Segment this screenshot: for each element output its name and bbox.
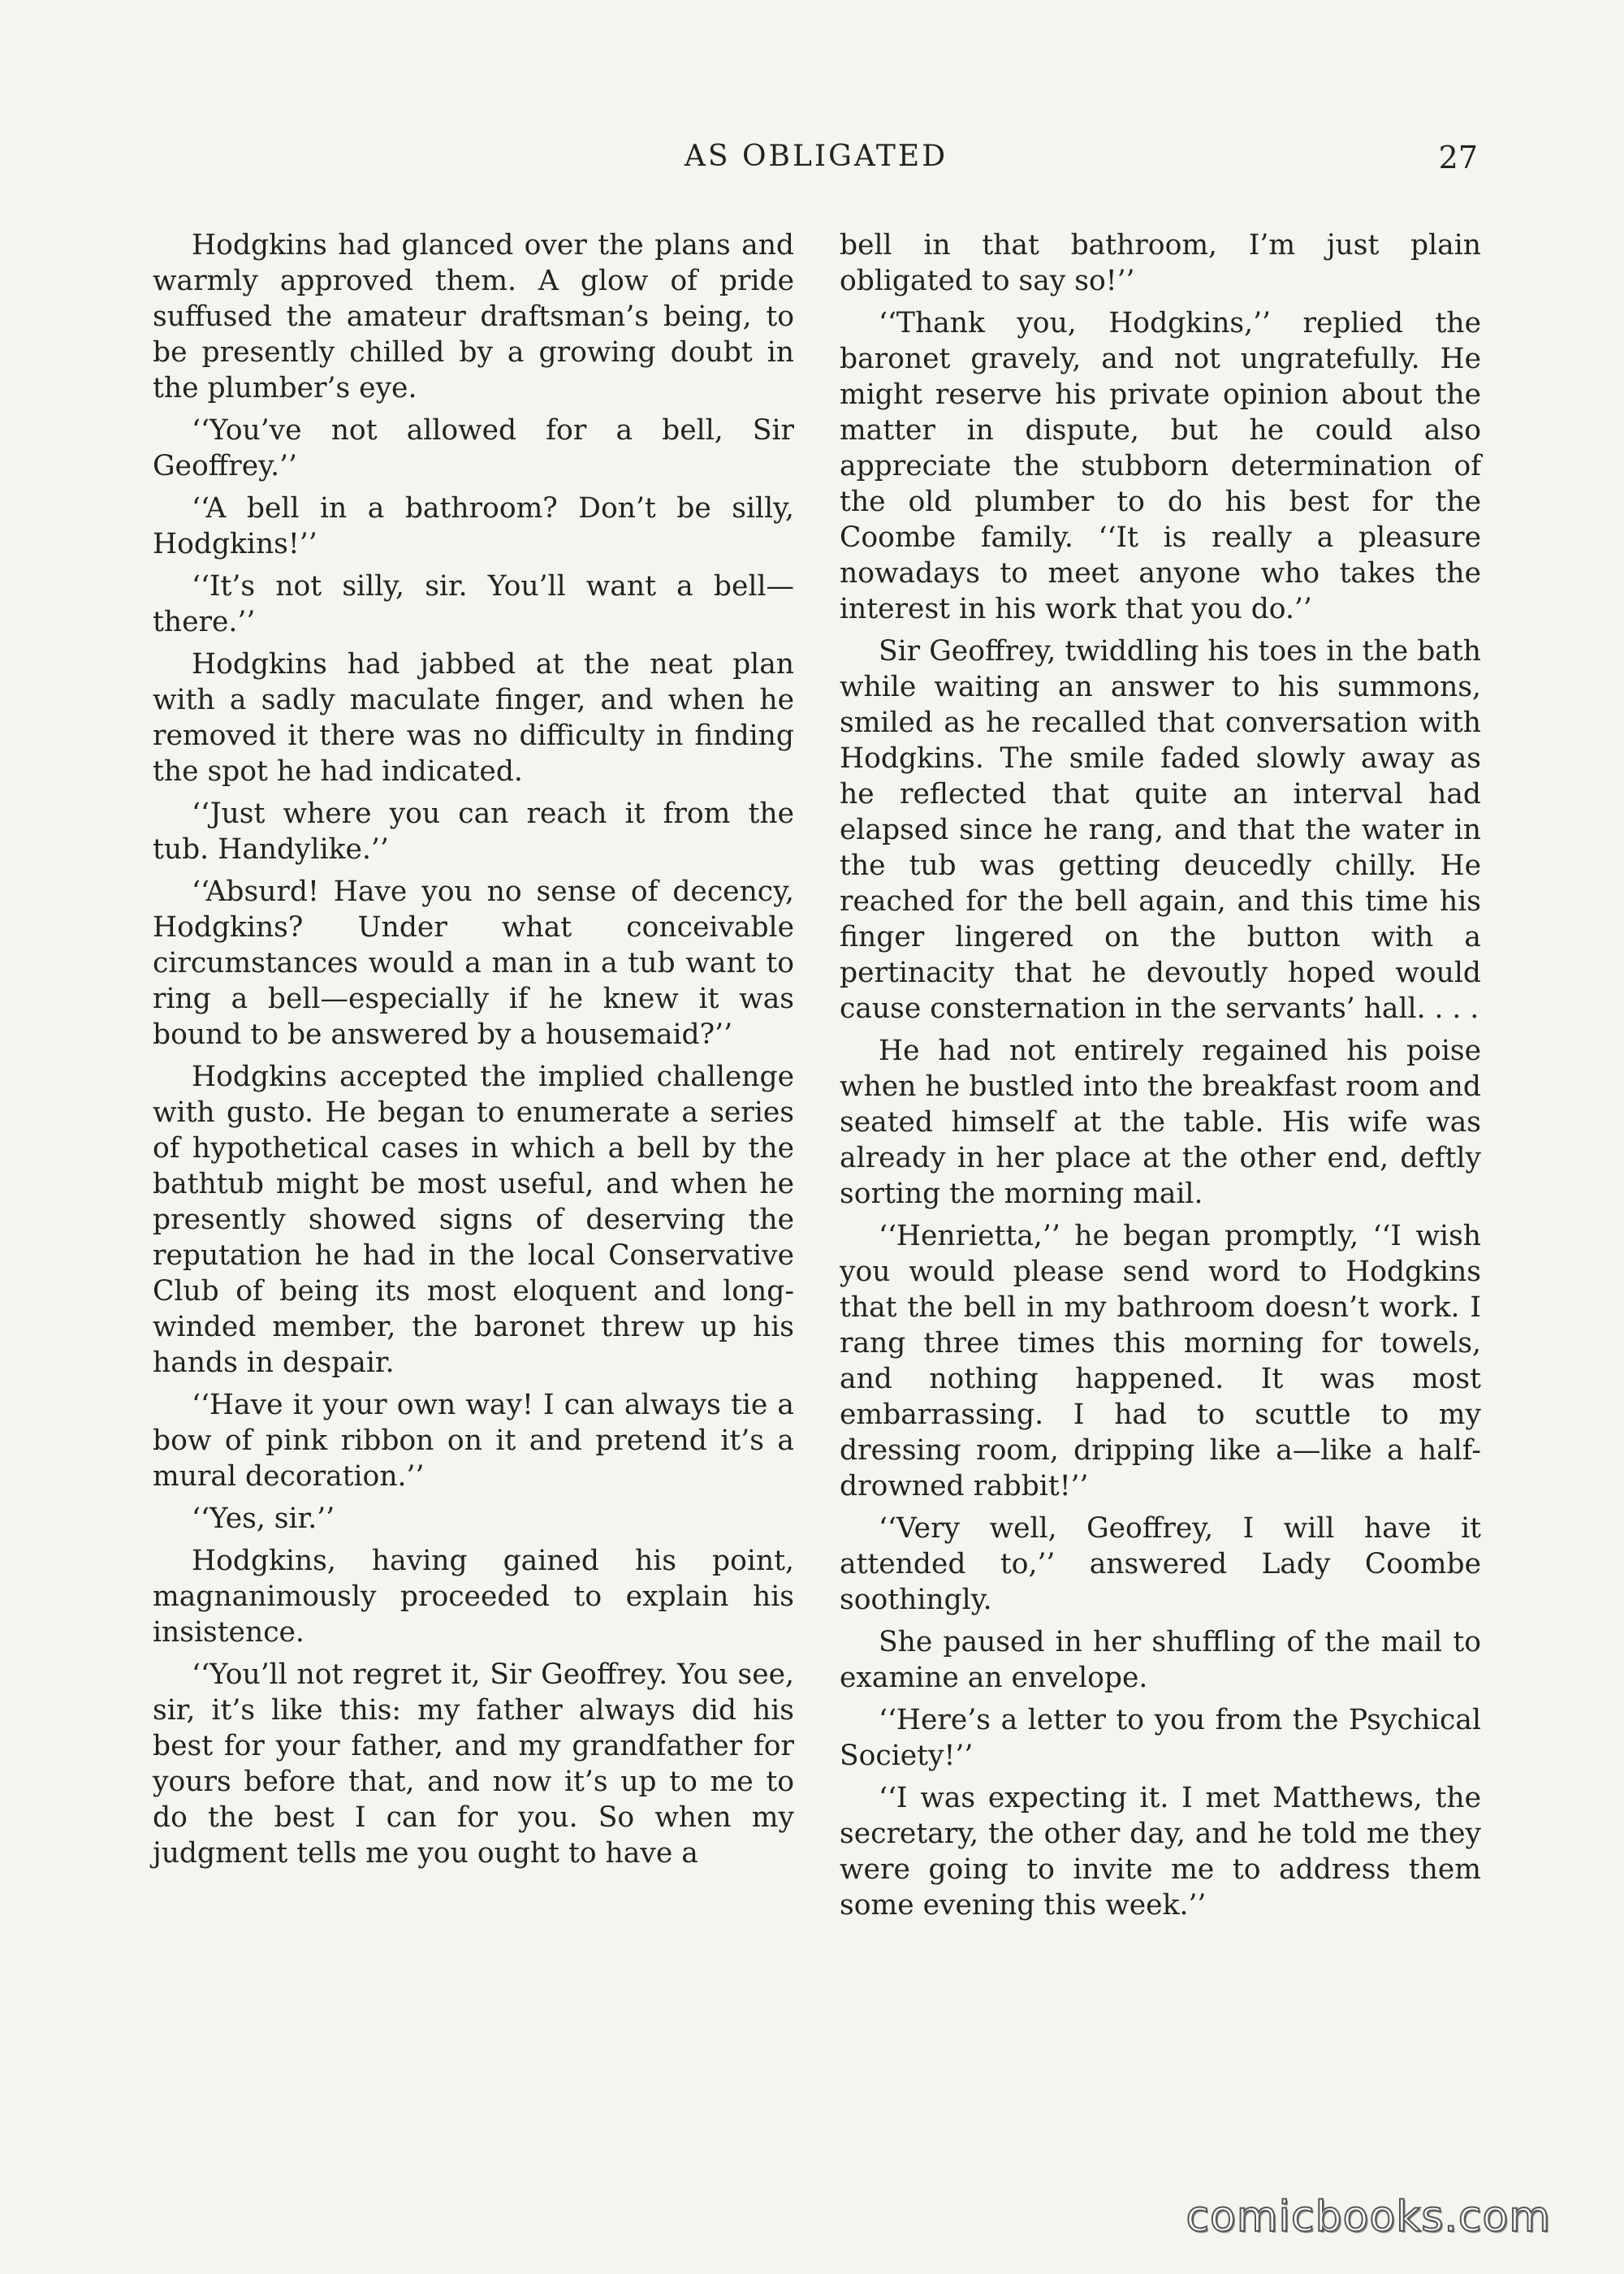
paragraph: ‘‘Very well, Geoffrey, I will have it attended to,’’ answered Lady Coombe soothingly.	[840, 1512, 1481, 1616]
paragraph: He had not entirely regained his poise when he bustled into the breakfast room and seated himself at the table. His wife was already in her place at the other end, deftly sorting the morning mail.	[840, 1035, 1481, 1210]
paragraph: ‘‘Here’s a letter to you from the Psychical Society!’’	[840, 1704, 1481, 1772]
page-header	[154, 140, 1478, 180]
paragraph: Hodgkins, having gained his point, magnanimously proceeded to explain his insistence.	[153, 1545, 794, 1649]
paragraph: ‘‘Thank you, Hodgkins,’’ replied the baronet gravely, and not ungratefully. He might reserve his private opinion about the matter in dispute, but he could also appreciate the stubborn determination of the old plumber to do his best for the Coombe family. ‘‘It is really a pleasure nowadays to meet anyone who takes the interest in his work that you do.’’	[840, 307, 1481, 625]
paragraph: ‘‘You’ve not allowed for a bell, Sir Geoffrey.’’	[153, 414, 794, 482]
paragraph: ‘‘Have it your own way! I can always tie a bow of pink ribbon on it and pretend it’s a mural decoration.’’	[153, 1389, 794, 1493]
paragraph: She paused in her shuffling of the mail to examine an envelope.	[840, 1626, 1481, 1694]
paragraph: Hodgkins had jabbed at the neat plan with a sadly maculate finger, and when he removed it there was no difficulty in finding the spot he had indicated.	[153, 648, 794, 788]
watermark: comicbooks.com	[1186, 2193, 1551, 2242]
paragraph: ‘‘Yes, sir.’’	[192, 1502, 335, 1535]
right-column	[840, 227, 1481, 1930]
paragraph: ‘‘It’s not silly, sir. You’ll want a bell—there.’’	[153, 570, 794, 638]
running-title: AS OBLIGATED	[684, 140, 948, 173]
paragraph: Sir Geoffrey, twiddling his toes in the bath while waiting an answer to his summons, smiled as he recalled that conversation with Hodgkins. The smile faded slowly away as he reflected that quite an interval had elapsed since he rang, and that the water in the tub was getting deucedly chilly. He reached for the bell again, and this time his finger lingered on the button with a pertinacity that he devoutly hoped would cause consternation in the servants’ hall. . . .	[840, 635, 1481, 1025]
paragraph-continuation: bell in that bathroom, I’m just plain obligated to say so!’’	[840, 229, 1481, 297]
paragraph: Hodgkins had glanced over the plans and warmly approved them. A glow of pride suffused the amateur draftsman’s being, to be presently chilled by a growing doubt in the plumber’s eye.	[153, 229, 794, 404]
paragraph: ‘‘I was expecting it. I met Matthews, the secretary, the other day, and he told me they were going to invite me to address them some evening this week.’’	[840, 1782, 1481, 1922]
paragraph: ‘‘Just where you can reach it from the tub. Handylike.’’	[153, 798, 794, 866]
left-column	[153, 227, 794, 1878]
paragraph: ‘‘Absurd! Have you no sense of decency, Hodgkins? Under what conceivable circumstances would a man in a tub want to ring a bell—especially if he knew it was bound to be answered by a housemaid?’’	[153, 875, 794, 1051]
page-number: 27	[1438, 140, 1478, 175]
paragraph: ‘‘A bell in a bathroom? Don’t be silly, Hodgkins!’’	[153, 492, 794, 560]
paragraph: ‘‘Henrietta,’’ he began promptly, ‘‘I wish you would please send word to Hodgkins that the bell in my bathroom doesn’t work. I rang three times this morning for towels, and nothing happened. It was most embarrassing. I had to scuttle to my dressing room, dripping like a—like a half-drowned rabbit!’’	[840, 1220, 1481, 1502]
paragraph: ‘‘You’ll not regret it, Sir Geoffrey. You see, sir, it’s like this: my father always did his best for your father, and my grandfather for yours before that, and now it’s up to me to do the best I can for you. So when my judgment tells me you ought to have a	[153, 1658, 794, 1870]
paragraph: Hodgkins accepted the implied challenge with gusto. He began to enumerate a series of hypothetical cases in which a bell by the bathtub might be most useful, and when he presently showed signs of deserving the reputation he had in the local Conservative Club of being its most eloquent and long-winded member, the baronet threw up his hands in despair.	[153, 1061, 794, 1379]
